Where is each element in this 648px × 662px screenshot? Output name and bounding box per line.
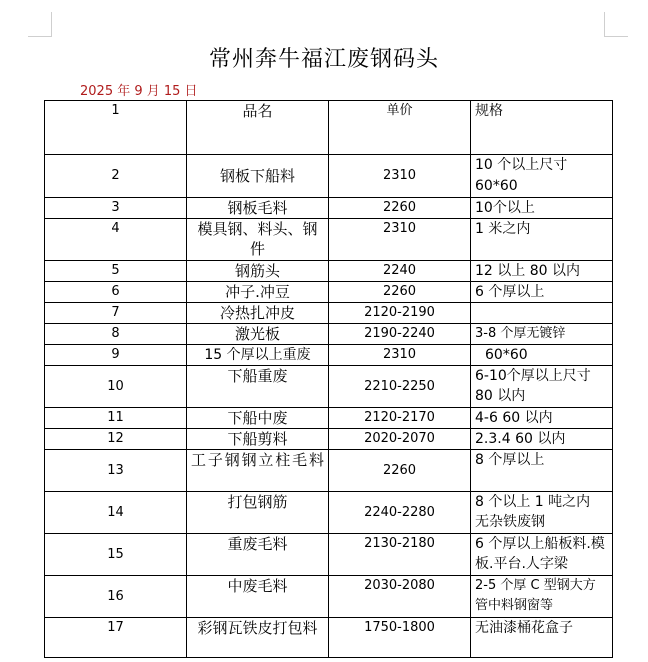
row-no: 4 bbox=[45, 219, 187, 261]
table-row bbox=[45, 345, 613, 366]
row-spec: 10 个以上尺寸 60*60 bbox=[471, 155, 613, 198]
row-spec: 4-6 60 以内 bbox=[471, 408, 613, 429]
row-spec: 8 个以上 1 吨之内 无杂铁废钢 bbox=[471, 492, 613, 534]
row-spec: 3-8 个厚无镀锌 bbox=[471, 324, 613, 345]
row-spec: 1 米之内 bbox=[471, 219, 613, 261]
row-spec: 6 个厚以上船板料.模板.平台.人字梁 bbox=[471, 534, 613, 576]
row-no: 17 bbox=[45, 618, 187, 658]
row-name: 重废毛料 bbox=[187, 534, 329, 576]
crop-mark-top-right-v bbox=[604, 12, 605, 36]
row-price: 2260 bbox=[329, 198, 471, 219]
row-no: 16 bbox=[45, 576, 187, 618]
row-no: 2 bbox=[45, 155, 187, 198]
row-price: 2020-2070 bbox=[329, 429, 471, 450]
row-no: 12 bbox=[45, 429, 187, 450]
row-name: 激光板 bbox=[187, 324, 329, 345]
document-date: 2025 年 9 月 15 日 bbox=[80, 84, 198, 99]
row-no: 5 bbox=[45, 261, 187, 282]
table-row bbox=[45, 282, 613, 303]
row-price: 2240 bbox=[329, 261, 471, 282]
row-price: 2310 bbox=[329, 155, 471, 198]
row-name: 钢筋头 bbox=[187, 261, 329, 282]
table-row bbox=[45, 366, 613, 408]
crop-mark-top-right-h bbox=[604, 36, 628, 37]
row-price: 2310 bbox=[329, 219, 471, 261]
row-name: 冲子.冲豆 bbox=[187, 282, 329, 303]
row-price: 2120-2170 bbox=[329, 408, 471, 429]
table-row bbox=[45, 408, 613, 429]
row-price: 2260 bbox=[329, 282, 471, 303]
row-price: 2120-2190 bbox=[329, 303, 471, 324]
row-no: 15 bbox=[45, 534, 187, 576]
row-price: 2210-2250 bbox=[329, 366, 471, 408]
table-row bbox=[45, 429, 613, 450]
header-name: 品名 bbox=[187, 101, 329, 155]
table-row bbox=[45, 303, 613, 324]
crop-mark-top-left-h bbox=[28, 36, 52, 37]
row-no: 8 bbox=[45, 324, 187, 345]
row-spec: 6 个厚以上 bbox=[471, 282, 613, 303]
row-name: 工子钢钢立柱毛料 bbox=[187, 450, 329, 492]
row-no: 11 bbox=[45, 408, 187, 429]
row-name: 中废毛料 bbox=[187, 576, 329, 618]
table-row bbox=[45, 198, 613, 219]
row-name: 彩钢瓦铁皮打包料 bbox=[187, 618, 329, 658]
header-no: 1 bbox=[45, 101, 187, 155]
table-row bbox=[45, 492, 613, 534]
table-row bbox=[45, 155, 613, 198]
table-row bbox=[45, 618, 613, 658]
row-no: 3 bbox=[45, 198, 187, 219]
crop-mark-top-left-v bbox=[51, 12, 52, 36]
row-no: 9 bbox=[45, 345, 187, 366]
table-row bbox=[45, 324, 613, 345]
row-no: 6 bbox=[45, 282, 187, 303]
row-price: 2240-2280 bbox=[329, 492, 471, 534]
row-price: 2260 bbox=[329, 450, 471, 492]
row-name: 下船重废 bbox=[187, 366, 329, 408]
table-row bbox=[45, 261, 613, 282]
row-price: 2130-2180 bbox=[329, 534, 471, 576]
price-table bbox=[44, 100, 613, 658]
table-header-row bbox=[45, 101, 613, 155]
row-name: 下船剪料 bbox=[187, 429, 329, 450]
header-price: 单价 bbox=[329, 101, 471, 155]
row-no: 10 bbox=[45, 366, 187, 408]
row-spec bbox=[471, 303, 613, 324]
row-name: 下船中废 bbox=[187, 408, 329, 429]
row-name: 打包钢筋 bbox=[187, 492, 329, 534]
row-no: 13 bbox=[45, 450, 187, 492]
row-name: 冷热扎冲皮 bbox=[187, 303, 329, 324]
row-price: 2030-2080 bbox=[329, 576, 471, 618]
row-spec: 2.3.4 60 以内 bbox=[471, 429, 613, 450]
row-spec: 10个以上 bbox=[471, 198, 613, 219]
header-spec: 规格 bbox=[471, 101, 613, 155]
row-name: 钢板下船料 bbox=[187, 155, 329, 198]
table-row bbox=[45, 534, 613, 576]
table-row bbox=[45, 576, 613, 618]
row-price: 1750-1800 bbox=[329, 618, 471, 658]
row-spec: 2-5 个厚 C 型钢大方管中料钢窗等 bbox=[471, 576, 613, 618]
table-row bbox=[45, 450, 613, 492]
row-name: 钢板毛料 bbox=[187, 198, 329, 219]
row-spec: 6-10个厚以上尺寸 80 以内 bbox=[471, 366, 613, 408]
row-price: 2310 bbox=[329, 345, 471, 366]
row-spec: 60*60 bbox=[471, 345, 613, 366]
row-spec: 8 个厚以上 bbox=[471, 450, 613, 492]
row-no: 14 bbox=[45, 492, 187, 534]
row-name: 模具钢、料头、钢件 bbox=[187, 219, 329, 261]
row-no: 7 bbox=[45, 303, 187, 324]
row-spec: 无油漆桶花盒子 bbox=[471, 618, 613, 658]
row-price: 2190-2240 bbox=[329, 324, 471, 345]
row-name: 15 个厚以上重废 bbox=[187, 345, 329, 366]
page-title: 常州奔牛福江废钢码头 bbox=[208, 47, 439, 72]
table-row bbox=[45, 219, 613, 261]
row-spec: 12 以上 80 以内 bbox=[471, 261, 613, 282]
